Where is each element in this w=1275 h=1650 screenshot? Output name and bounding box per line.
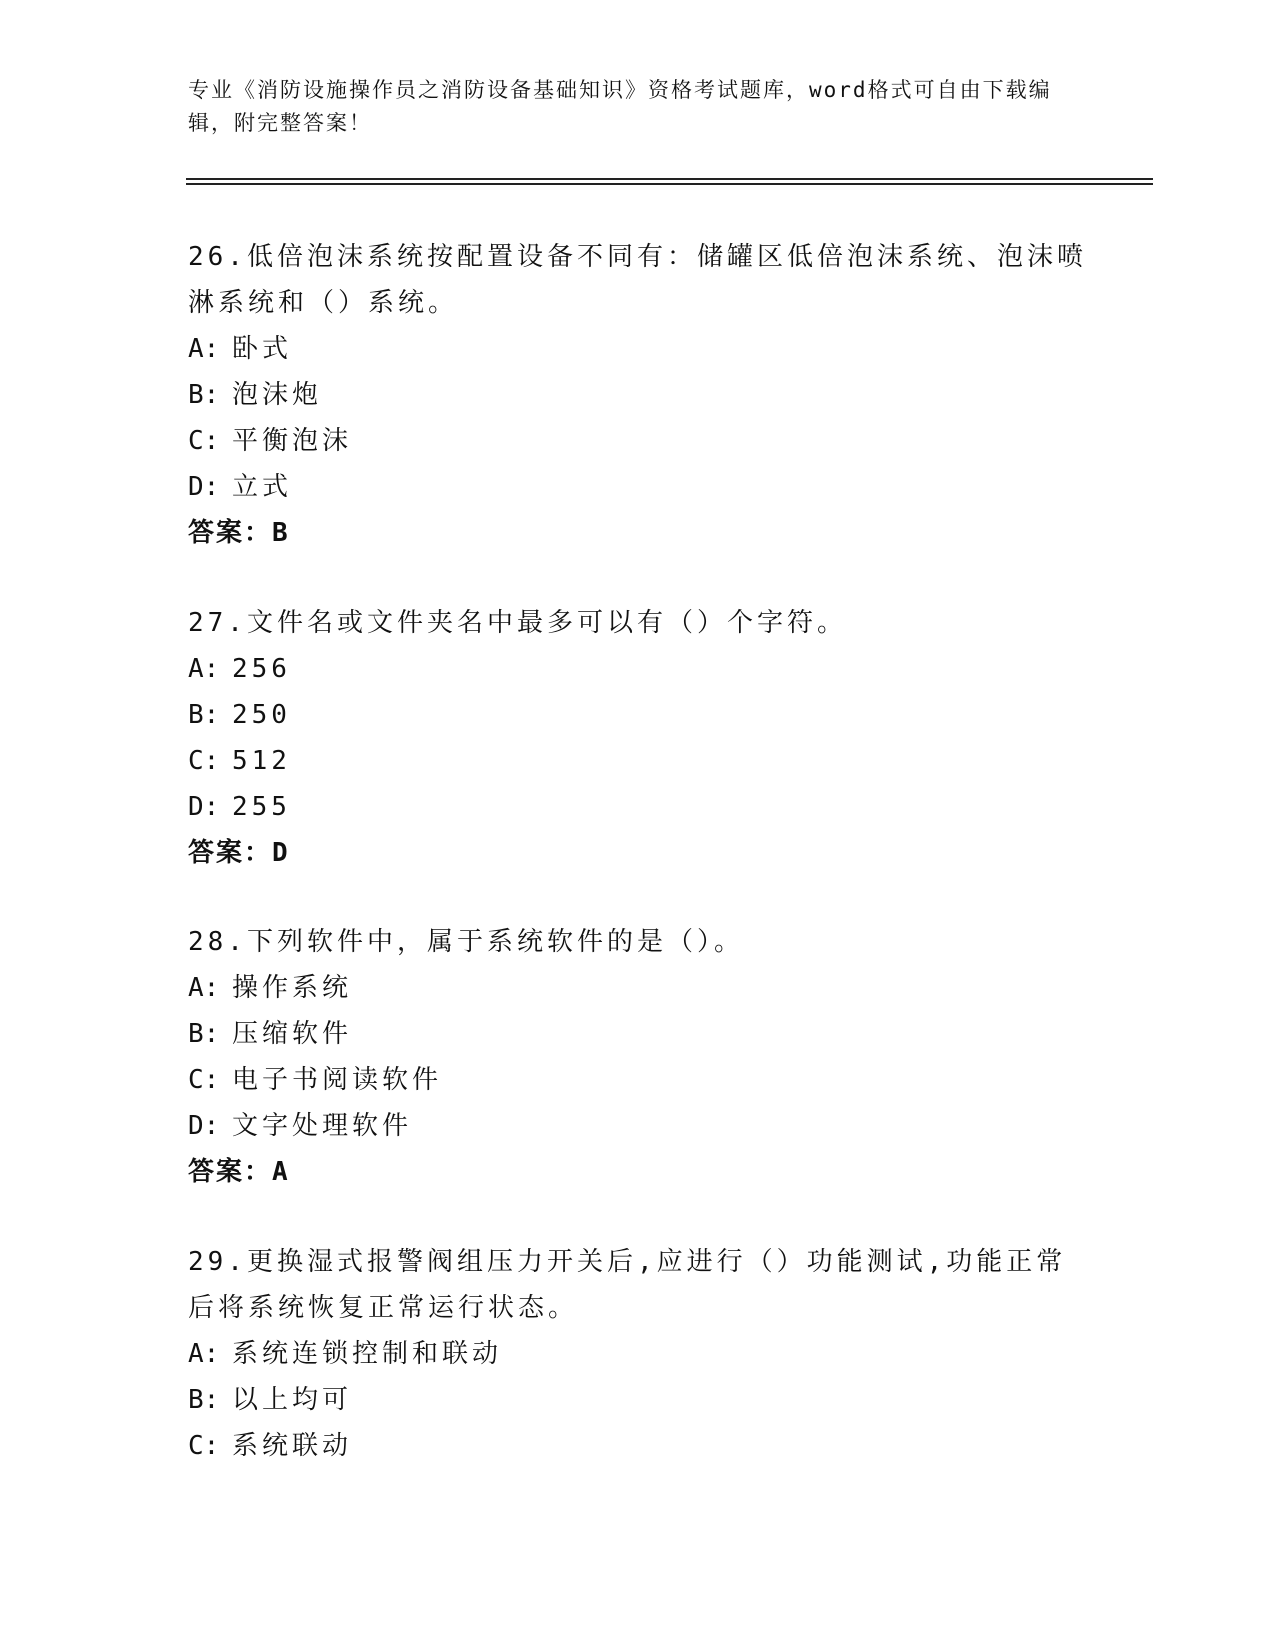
option-key: A: (188, 334, 220, 364)
option-text: 系统连锁控制和联动 (232, 1339, 503, 1369)
option-c (188, 418, 1088, 464)
option-c (188, 1423, 1088, 1469)
question-stem: 29.更换湿式报警阀组压力开关后,应进行（）功能测试,功能正常后将系统恢复正常运行状态。 (188, 1247, 1067, 1323)
option-text: 文字处理软件 (232, 1111, 413, 1141)
option-key: C: (188, 746, 220, 776)
option-d (188, 464, 1088, 510)
option-text: 卧式 (232, 334, 293, 364)
option-text: 平衡泡沫 (232, 426, 353, 456)
option-key: B: (188, 380, 220, 410)
option-text: 压缩软件 (232, 1019, 353, 1049)
option-d (188, 1103, 1088, 1149)
option-key: A: (188, 654, 220, 684)
option-text: 操作系统 (232, 973, 353, 1003)
option-key: A: (188, 1339, 220, 1369)
document-header: 专业《消防设施操作员之消防设备基础知识》资格考试题库，word格式可自由下载编辑，附完整答案！ (188, 78, 1052, 135)
option-key: C: (188, 1431, 220, 1461)
option-key: C: (188, 1065, 220, 1095)
header-rule-top (186, 178, 1153, 180)
option-key: B: (188, 700, 220, 730)
option-key: B: (188, 1385, 220, 1415)
option-a (188, 326, 1088, 372)
question-27 (188, 600, 1088, 876)
option-key: D: (188, 792, 220, 822)
option-b (188, 692, 1088, 738)
answer-line: 答案：A (188, 1157, 290, 1187)
option-b (188, 1377, 1088, 1423)
question-26 (188, 234, 1088, 556)
option-text: 512 (232, 746, 291, 776)
option-text: 电子书阅读软件 (232, 1065, 443, 1095)
option-text: 系统联动 (232, 1431, 353, 1461)
option-key: D: (188, 472, 220, 502)
answer-line: 答案：B (188, 518, 290, 548)
question-stem: 28.下列软件中，属于系统软件的是（）。 (188, 927, 744, 957)
header-rule-bottom (186, 183, 1153, 185)
question-stem: 26.低倍泡沫系统按配置设备不同有：储罐区低倍泡沫系统、泡沫喷淋系统和（）系统。 (188, 242, 1087, 318)
option-text: 立式 (232, 472, 293, 502)
option-key: D: (188, 1111, 220, 1141)
option-b (188, 1011, 1088, 1057)
option-text: 255 (232, 792, 291, 822)
option-c (188, 738, 1088, 784)
question-28 (188, 919, 1088, 1195)
option-b (188, 372, 1088, 418)
option-text: 256 (232, 654, 291, 684)
answer-line: 答案：D (188, 838, 290, 868)
option-d (188, 784, 1088, 830)
option-a (188, 1331, 1088, 1377)
option-c (188, 1057, 1088, 1103)
option-a (188, 646, 1088, 692)
option-key: C: (188, 426, 220, 456)
question-29 (188, 1239, 1088, 1469)
option-text: 泡沫炮 (232, 380, 323, 410)
option-text: 250 (232, 700, 291, 730)
option-key: B: (188, 1019, 220, 1049)
option-text: 以上均可 (232, 1385, 353, 1415)
option-key: A: (188, 973, 220, 1003)
option-a (188, 965, 1088, 1011)
question-stem: 27.文件名或文件夹名中最多可以有（）个字符。 (188, 608, 847, 638)
